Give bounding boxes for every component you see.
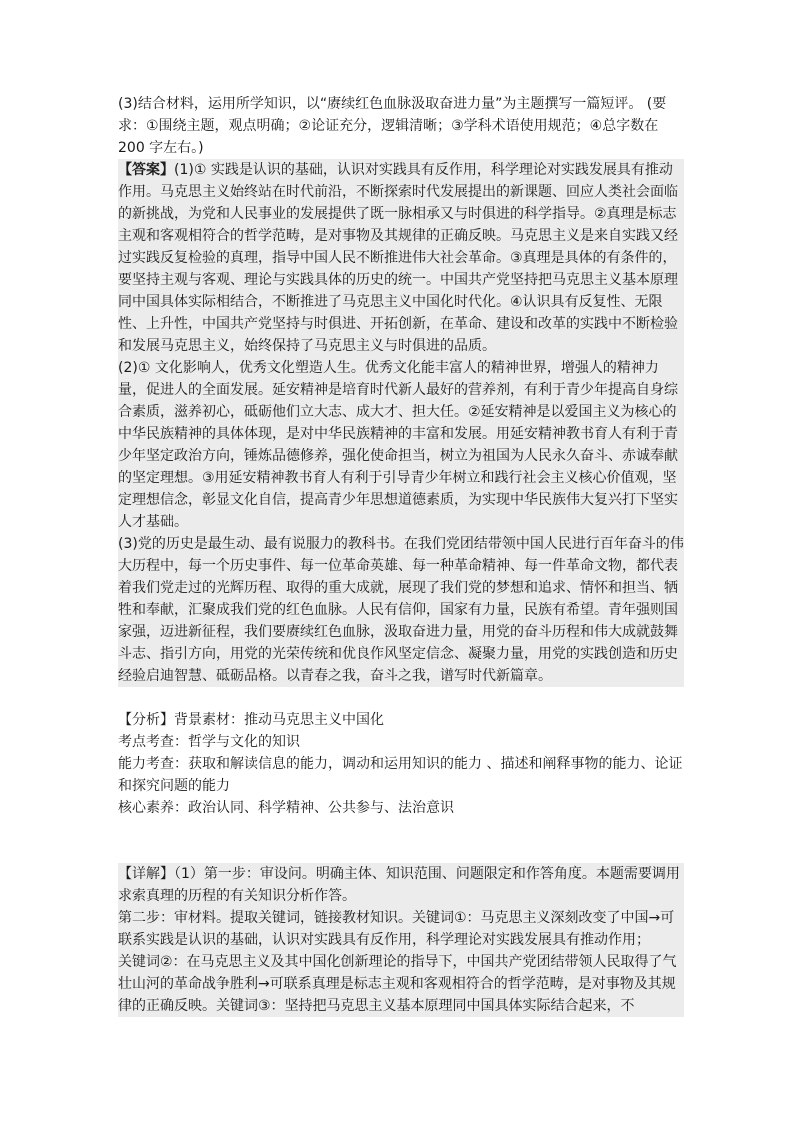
answer-paragraph-2: (2)① 文化影响人，优秀文化塑造人生。优秀文化能丰富人的精神世界，增强人的精神力量，促进人的全面发展。延安精神是培育时代新人最好的营养剂，有利于青少年提高自身综合素质，滋养初心，砥砺他们立大志、成大才、担大任。②延安精神是以爱国主义为核心的中华民族精神的具体体现，是对中华民族精神的丰富和发展。用延安精神教书育人有利于青少年坚定政治方向，锤炼品德修养，强化使命担当，树立为祖国为人民永久奋斗、赤诚奉献的坚定理想。③用延安精神教书育人有利于引导青少年树立和践行社会主义核心价值观，坚定理想信念，彰显文化自信，提高青少年思想道德素质，为实现中华民族伟大复兴打下坚实人才基础。: [118, 360, 678, 530]
answer-tag: 【答案】: [118, 162, 174, 178]
detail-paragraph-3: 关键词②：在马克思主义及其中国化创新理论的指导下，中国共产党团结带领人民取得了气壮山河的革命战争胜利→可联系真理是标志主观和客观相符合的哲学范畴，是对事物及其规律的正确反映。关键词③：坚持把马克思主义基本原理同中国具体实际结合起来，不: [118, 954, 677, 1014]
question-text: (3)结合材料，运用所学知识，以“赓续红色血脉汲取奋进力量”为主题撰写一篇短评。 (要求：①围绕主题，观点明确；②论证充分，逻辑清晰；③学科术语使用规范；④总字数在200 字左右。): [118, 96, 667, 156]
detail-paragraph-1: 【详解】（1）第一步：审设问。明确主体、知识范围、问题限定和作答角度。本题需要调用求索真理的历程的有关知识分析作答。: [118, 866, 680, 904]
analysis-block: [118, 709, 684, 819]
spacer: [118, 687, 684, 709]
analysis-line-3: 能力考查：获取和解读信息的能力，调动和运用知识的能力 、描述和阐释事物的能力、论证和探究问题的能力: [118, 756, 683, 794]
analysis-line-2: 考点考查：哲学与文化的知识: [118, 734, 300, 750]
detail-block: [118, 863, 684, 1017]
detail-paragraph-2: 第二步：审材料。提取关键词，链接教材知识。关键词①：马克思主义深刻改变了中国→可联系实践是认识的基础，认识对实践具有反作用，科学理论对实践发展具有推动作用；: [118, 910, 675, 948]
answer-paragraph-1: [118, 159, 684, 357]
answer-paragraph-3: (3)党的历史是最生动、最有说服力的教科书。在我们党团结带领中国人民进行百年奋斗的伟大历程中，每一个历史事件、每一位革命英雄、每一种革命精神、每一件革命文物，都代表着我们党走过的光辉历程、取得的重大成就，展现了我们党的梦想和追求、情怀和担当、牺牲和奉献，汇聚成我们党的红色血脉。人民有信仰，国家有力量，民族有希望。青年强则国家强，迈进新征程，我们要赓续红色血脉，汲取奋进力量，用党的奋斗历程和伟大成就鼓舞斗志、指引方向，用党的光荣传统和优良作风坚定信念、凝聚力量，用党的实践创造和历史经验启迪智慧、砥砺品格。以青春之我，奋斗之我，谱写时代新篇章。: [118, 536, 684, 684]
answer-paragraph-1-text: (1)① 实践是认识的基础，认识对实践具有反作用，科学理论对实践发展具有推动作用。马克思主义始终站在时代前沿，不断探索时代发展提出的新课题、回应人类社会面临的新挑战，为党和人民事业的发展提供了既一脉相承又与时俱进的科学指导。②真理是标志主观和客观相符合的哲学范畴，是对事物及其规律的正确反映。马克思主义是来自实践又经过实践反复检验的真理，指导中国人民不断推进伟大社会革命。③真理是具体的有条件的，要坚持主观与客观、理论与实践具体的历史的统一。中国共产党坚持把马克思主义基本原理同中国具体实际相结合，不断推进了马克思主义中国化时代化。④认识具有反复性、无限性、上升性，中国共产党坚持与时俱进、开拓创新，在革命、建设和改革的实践中不断检验和发展马克思主义，始终保持了马克思主义与时俱进的品质。: [118, 162, 678, 354]
analysis-line-4: 核心素养：政治认同、科学精神、公共参与、法治意识: [118, 800, 454, 816]
analysis-line-1: 【分析】背景素材：推动马克思主义中国化: [118, 712, 384, 728]
document-content: [118, 93, 684, 1017]
answer-block: [118, 159, 684, 687]
spacer: [118, 819, 684, 863]
